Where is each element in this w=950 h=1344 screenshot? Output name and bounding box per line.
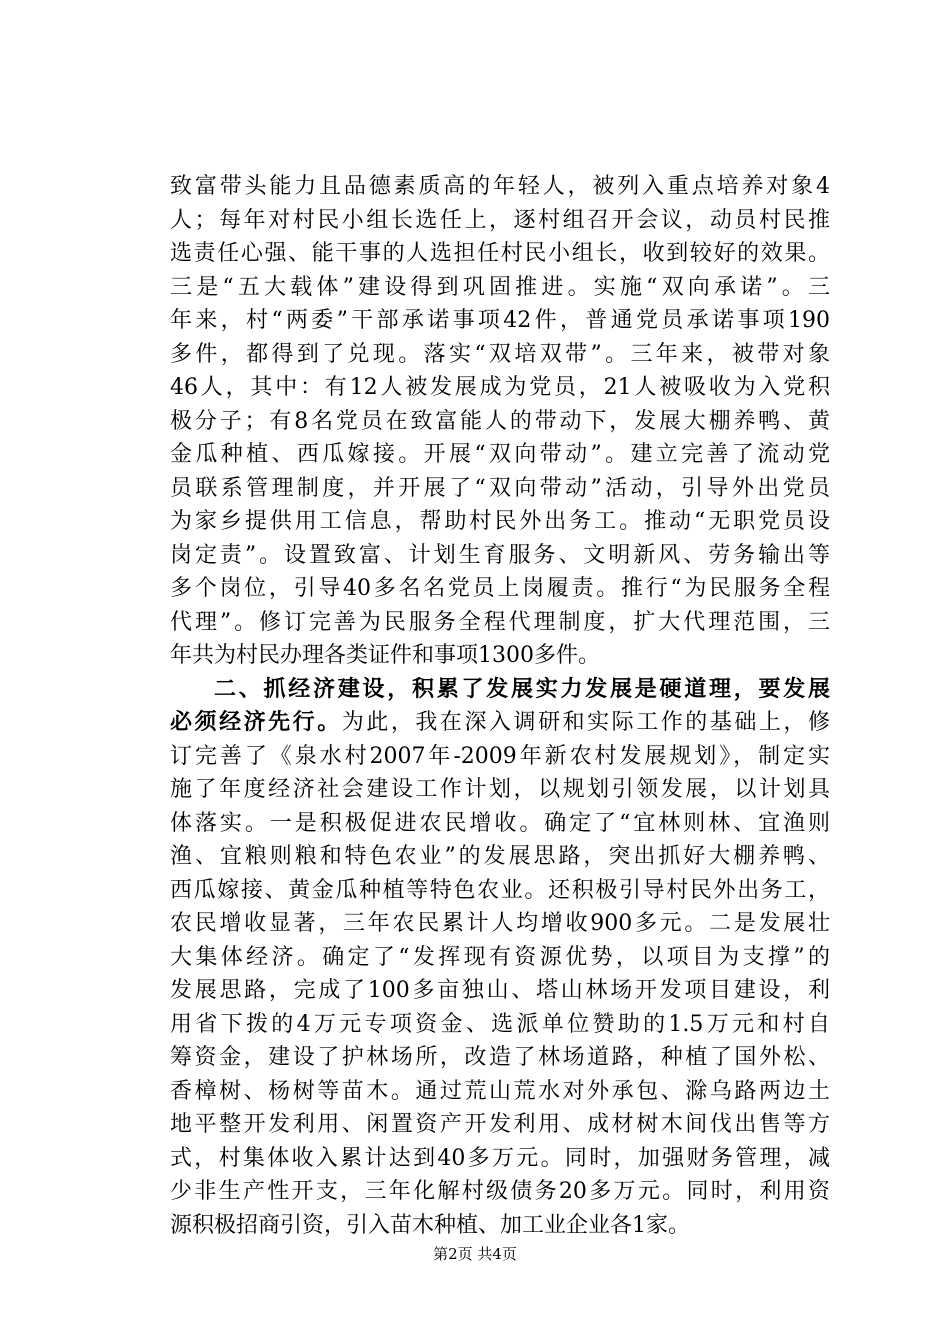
text-line: 年来，村“两委”干部承诺事项42件，普通党员承诺事项190 <box>170 308 830 333</box>
text-line: 地平整开发利用、闲置资产开发利用、成材树木间伐出售等方 <box>170 1112 830 1137</box>
text-line <box>170 706 830 740</box>
text-line: 发展思路，完成了100多亩独山、塔山林场开发项目建设，利 <box>170 978 830 1003</box>
text-line: 农民增收显著，三年农民累计人均增收900多元。二是发展壮 <box>170 911 830 936</box>
text-line: 大集体经济。确定了“发挥现有资源优势，以项目为支撑”的 <box>170 944 830 970</box>
section-heading: 二、抓经济建设，积累了发展实力发展是硬道理，要发展 <box>214 675 830 702</box>
text-line: 施了年度经济社会建设工作计划，以规划引领发展，以计划具 <box>170 777 830 802</box>
document-body <box>170 170 830 1242</box>
text-line: 致富带头能力且品德素质高的年轻人，被列入重点培养对象4 <box>170 174 830 199</box>
text-line: 为家乡提供用工信息，帮助村民外出务工。推动“无职党员设 <box>170 509 830 534</box>
paragraph-economic-development <box>170 673 830 1243</box>
text-line: 三是“五大载体”建设得到巩固推进。实施“双向承诺”。三 <box>170 274 830 300</box>
text-line: 多个岗位，引导40多名名党员上岗履责。推行“为民服务全程 <box>170 576 830 601</box>
text-line: 年共为村民办理各类证件和事项1300多件。 <box>170 643 600 668</box>
text-line: 岗定责”。设置致富、计划生育服务、文明新风、劳务输出等 <box>170 542 830 568</box>
text-line: 用省下拨的4万元专项资金、选派单位赞助的1.5万元和村自 <box>170 1011 830 1037</box>
text-line: 多件，都得到了兑现。落实“双培双带”。三年来，被带对象 <box>170 341 830 367</box>
text-line: 体落实。一是积极促进农民增收。确定了“宜林则林、宜渔则 <box>170 810 830 836</box>
text-line: 选责任心强、能干事的人选担任村民小组长，收到较好的效果。 <box>170 241 830 266</box>
text-line: 少非生产性开支，三年化解村级债务20多万元。同时，利用资 <box>170 1179 830 1204</box>
page-footer <box>0 1243 950 1264</box>
text-line: 式，村集体收入累计达到40多万元。同时，加强财务管理，减 <box>170 1145 830 1171</box>
text-line: 源积极招商引资，引入苗木种植、加工业企业各1家。 <box>170 1212 690 1238</box>
paragraph-party-building <box>170 170 830 673</box>
text-line: 极分子；有8名党员在致富能人的带动下，发展大棚养鸭、黄 <box>170 408 830 434</box>
text-line: 员联系管理制度，并开展了“双向带动”活动，引导外出党员 <box>170 475 830 501</box>
text-line: 46人，其中：有12人被发展成为党员，21人被吸收为入党积 <box>170 375 830 400</box>
text-fragment: 为此，我在深入调研和实际工作的基础上，修 <box>341 710 830 735</box>
text-line: 订完善了《泉水村2007年-2009年新农村发展规划》，制定实 <box>170 743 830 769</box>
text-line: 金瓜种植、西瓜嫁接。开展“双向带动”。建立完善了流动党 <box>170 442 830 467</box>
text-line: 人；每年对村民小组长选任上，逐村组召开会议，动员村民推 <box>170 207 830 233</box>
text-line: 代理”。修订完善为民服务全程代理制度，扩大代理范围，三 <box>170 609 830 635</box>
page-number: 第2页 共4页 <box>433 1245 517 1263</box>
text-line: 西瓜嫁接、黄金瓜种植等特色农业。还积极引导村民外出务工， <box>170 877 830 903</box>
text-line: 香樟树、杨树等苗木。通过荒山荒水对外承包、滁乌路两边土 <box>170 1078 830 1104</box>
text-line: 筹资金，建设了护林场所，改造了林场道路，种植了国外松、 <box>170 1045 830 1070</box>
text-line: 渔、宜粮则粮和特色农业”的发展思路，突出抓好大棚养鸭、 <box>170 844 830 869</box>
section-heading-continued: 必须经济先行。 <box>170 709 342 735</box>
